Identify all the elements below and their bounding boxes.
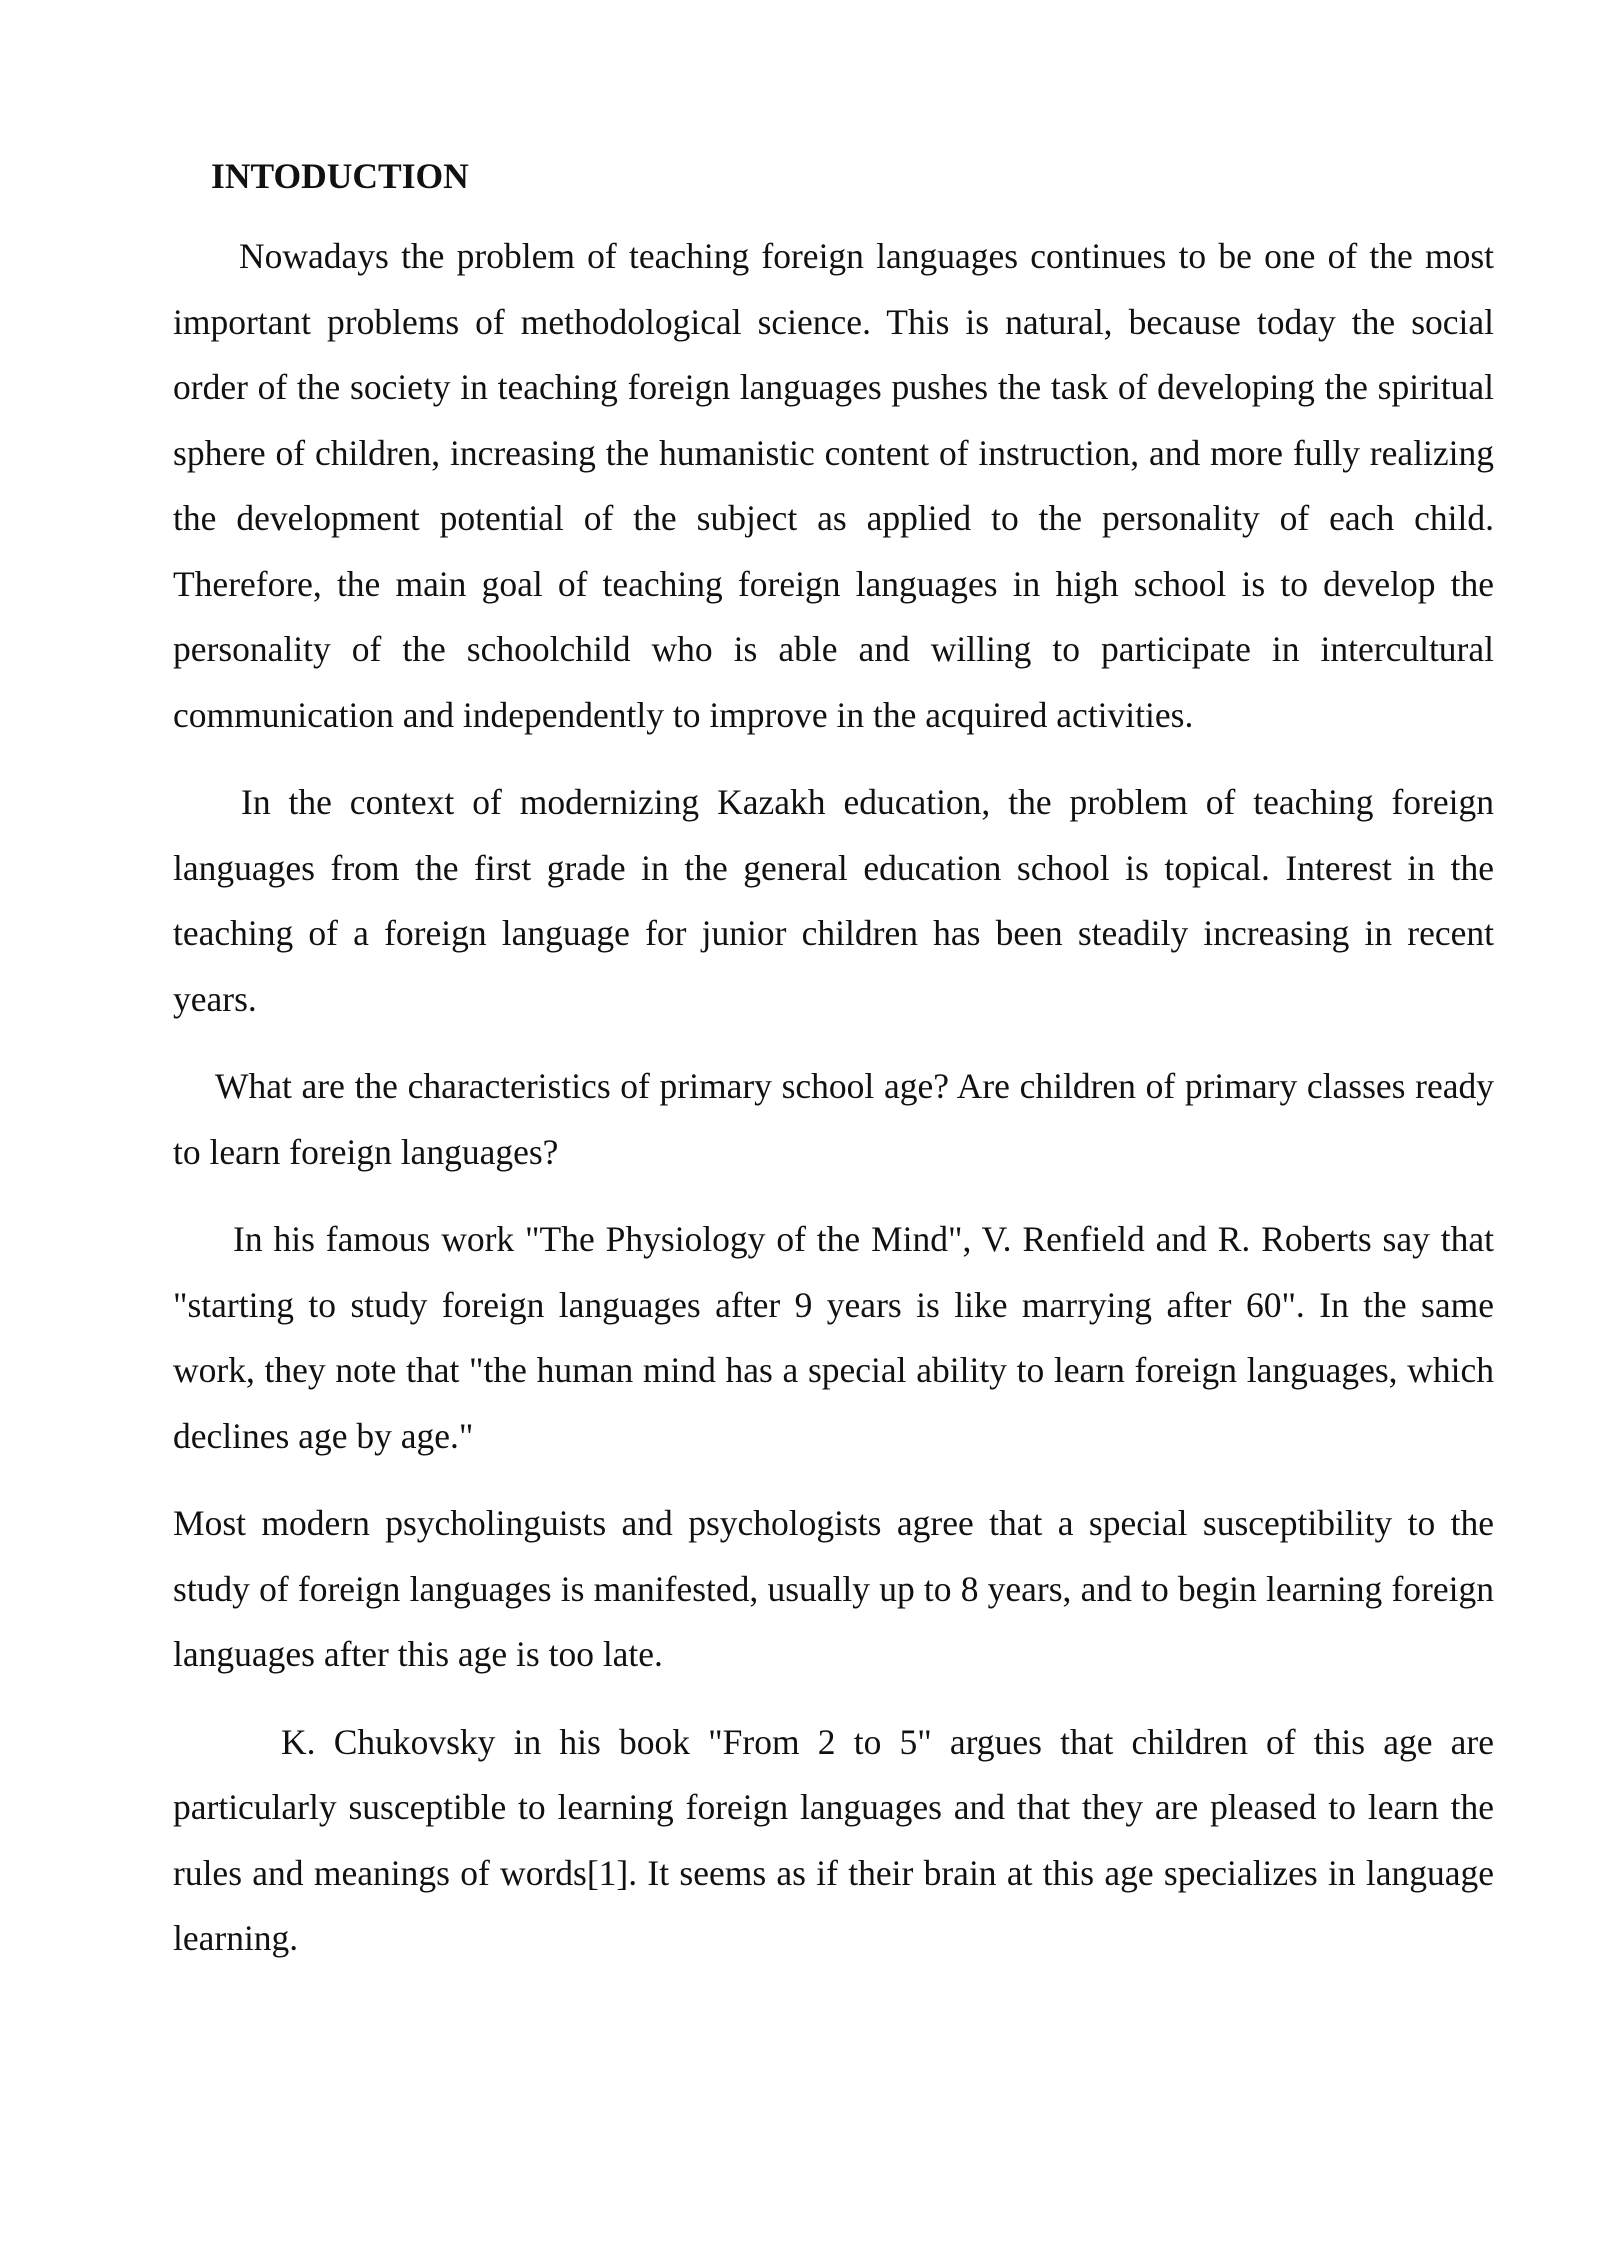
document-body [173, 150, 1494, 1994]
paragraph-3: What are the characteristics of primary school age? Are children of primary classes ready to learn foreign languages? [173, 1066, 1494, 1172]
paragraph-4: In his famous work "The Physiology of the Mind", V. Renfield and R. Roberts say that "starting to study foreign languages after 9 years is like marrying after 60". In the same work, they note that "the human mind has a special ability to learn foreign languages, which declines age by age." [173, 1219, 1494, 1456]
section-heading: INTODUCTION [211, 156, 469, 196]
paragraph-5: Most modern psycholinguists and psychologists agree that a special susceptibility to the study of foreign languages is manifested, usually up to 8 years, and to begin learning foreign languages after this age is too late. [173, 1503, 1494, 1674]
paragraph-2: In the context of modernizing Kazakh education, the problem of teaching foreign languages from the first grade in the general education school is topical. Interest in the teaching of a foreign language for junior children has been steadily increasing in recent years. [173, 782, 1494, 1019]
paragraph-6: K. Chukovsky in his book "From 2 to 5" argues that children of this age are particularly susceptible to learning foreign languages and that they are pleased to learn the rules and meanings of words[1]. It seems as if their brain at this age specializes in language learning. [173, 1721, 1494, 1958]
paragraph-1: Nowadays the problem of teaching foreign languages continues to be one of the most important problems of methodological science. This is natural, because today the social order of the society in teaching foreign languages pushes the task of developing the spiritual sphere of children, increasing the humanistic content of instruction, and more fully realizing the development potential of the subject as applied to the personality of each child. Therefore, the main goal of teaching foreign languages in high school is to develop the personality of the schoolchild who is able and willing to participate in intercultural communication and independently to improve in the acquired activities. [173, 236, 1494, 735]
